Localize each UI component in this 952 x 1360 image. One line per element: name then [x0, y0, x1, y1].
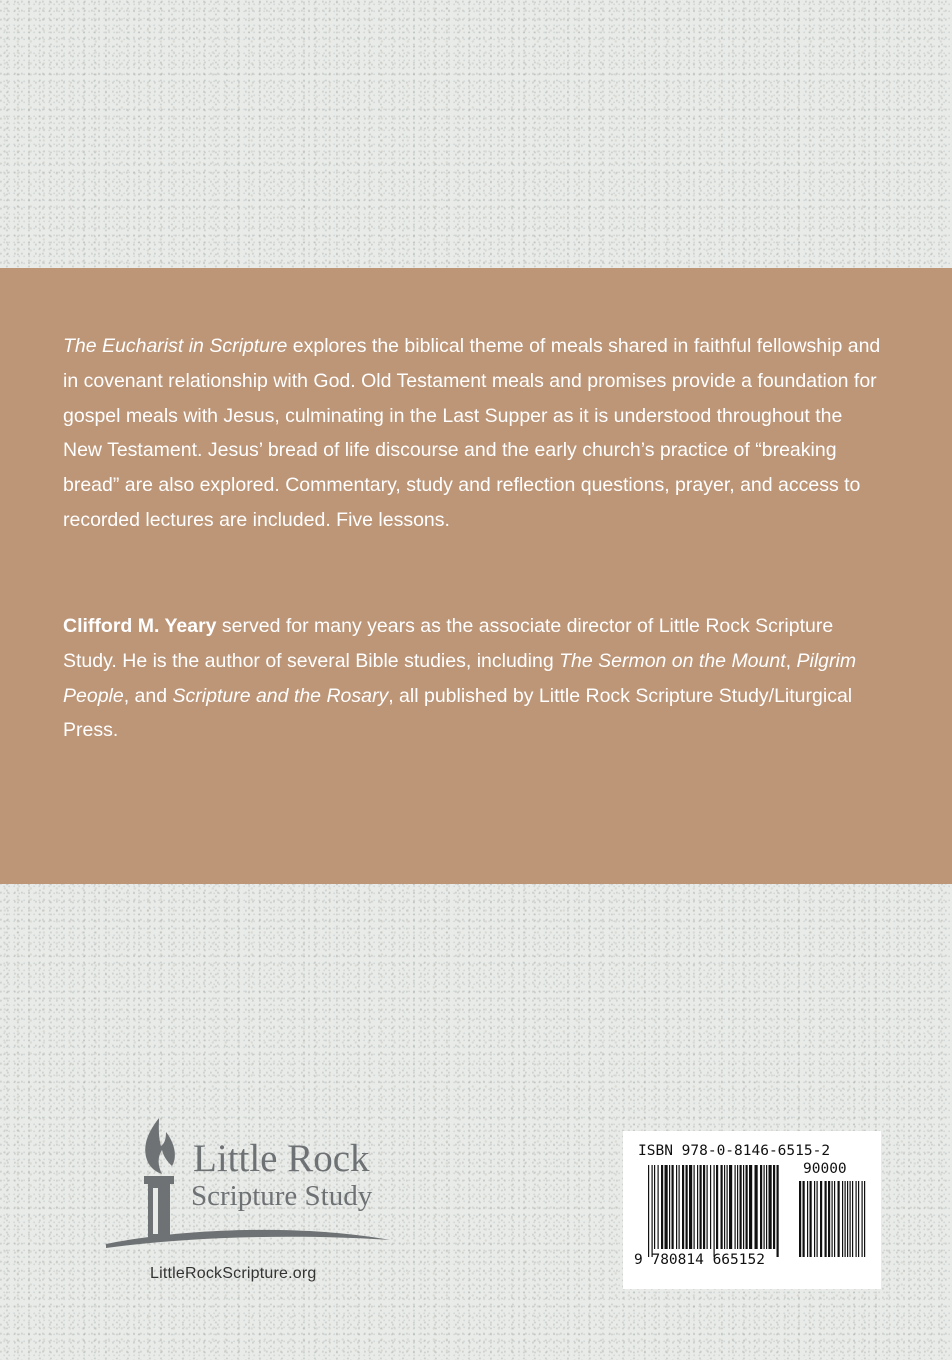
- barcode-bar: [652, 1165, 653, 1257]
- bio-work-title: Pilgrim People: [63, 649, 857, 707]
- barcode-bar: [694, 1165, 695, 1249]
- barcode-bar: [773, 1165, 775, 1249]
- barcode-bar: [807, 1181, 808, 1257]
- barcode-bar: [755, 1165, 758, 1249]
- bio-text: served for many years as the associate director of Little Rock Scripture Study. He is the author of several Bible studies, including: [63, 615, 834, 672]
- book-description: [63, 329, 883, 538]
- bio-separator: , and: [123, 684, 173, 707]
- barcode-bar: [814, 1181, 815, 1257]
- barcode-bar: [710, 1165, 711, 1249]
- barcode-bar: [777, 1165, 779, 1257]
- barcode-bar: [810, 1181, 812, 1257]
- barcode-bar: [820, 1181, 822, 1257]
- barcode-bar: [862, 1181, 863, 1257]
- barcode-bar: [661, 1165, 663, 1249]
- author-bio: [63, 609, 883, 748]
- barcode-bar: [817, 1181, 818, 1257]
- barcode-bar: [700, 1165, 702, 1249]
- barcode-bar: [852, 1181, 853, 1257]
- barcode-bar: [737, 1165, 738, 1249]
- bio-work-title: The Sermon on the Mount: [559, 649, 786, 672]
- barcode-bar: [799, 1181, 801, 1257]
- website-url: LittleRockScripture.org: [150, 1265, 317, 1282]
- description-text: explores the biblical theme of meals shared in faithful fellowship and in covenant relationship with God. Old Testament meals and promises provide a foundation for gospel meals with Jesus, culminating in the Last Supper as it is understood throughout the New Testament. Jesus’ bread of life discourse and the early church’s practice of “breaking bread” are also explored. Commentary, study and reflection questions, prayer, and access to recorded lectures are included. Five lessons.: [63, 335, 881, 531]
- barcode-bar: [764, 1165, 765, 1249]
- barcode-bar: [746, 1165, 748, 1249]
- barcode-bar: [749, 1165, 752, 1249]
- barcode-bar: [803, 1181, 805, 1257]
- barcode-bar: [669, 1165, 670, 1249]
- barcode-bar: [838, 1181, 840, 1257]
- barcode-bar: [703, 1165, 705, 1249]
- barcode-bar: [850, 1181, 851, 1257]
- isbn-label: ISBN 978-0-8146-6515-2: [638, 1143, 831, 1159]
- barcode-bar: [707, 1165, 708, 1249]
- barcode-bar: [856, 1181, 857, 1257]
- barcode-bar: [654, 1165, 655, 1249]
- barcode-bar: [858, 1181, 859, 1257]
- barcode-bar: [769, 1165, 772, 1249]
- barcode-digits: 9 780814 665152: [634, 1252, 765, 1268]
- logo-line-2: Scripture Study: [191, 1180, 373, 1212]
- barcode-bar: [729, 1165, 732, 1249]
- barcode-bar: [686, 1165, 688, 1249]
- barcode-bar: [682, 1165, 684, 1249]
- barcode-bar: [743, 1165, 744, 1249]
- barcode-bar: [721, 1165, 723, 1249]
- barcode-bar: [724, 1165, 725, 1249]
- barcode-bar: [665, 1165, 668, 1249]
- barcode-bar: [679, 1165, 680, 1249]
- barcode-bar: [676, 1165, 677, 1249]
- barcode-bar: [727, 1165, 728, 1249]
- barcode-bar: [735, 1165, 736, 1249]
- barcode-bar: [845, 1181, 846, 1257]
- barcode-bar: [648, 1165, 649, 1257]
- barcode-bar: [847, 1181, 848, 1257]
- barcode-bar: [740, 1165, 742, 1249]
- barcode-bar: [760, 1165, 762, 1249]
- isbn-barcode: [623, 1131, 881, 1289]
- author-name: Clifford M. Yeary: [63, 615, 217, 637]
- barcode-bar: [842, 1181, 843, 1257]
- barcode-bar: [689, 1165, 692, 1249]
- barcode-bar: [825, 1181, 827, 1257]
- barcode-bar: [864, 1181, 865, 1257]
- book-title: The Eucharist in Scripture: [63, 335, 288, 357]
- barcode-bar: [658, 1165, 659, 1249]
- price-addon-label: 90000: [803, 1161, 847, 1177]
- publisher-logo: [104, 1112, 404, 1262]
- barcode-bar: [697, 1165, 698, 1249]
- bio-work-title: Scripture and the Rosary: [172, 684, 389, 707]
- barcode-bar: [828, 1181, 830, 1257]
- barcode-bar: [716, 1165, 718, 1249]
- bio-separator: ,: [785, 649, 797, 672]
- bio-text: , all published by Little Rock Scripture Study/Liturgical Press.: [63, 684, 853, 742]
- logo-line-1: Little Rock: [193, 1137, 370, 1180]
- barcode-bar: [832, 1181, 833, 1257]
- barcode-bar: [714, 1165, 715, 1257]
- barcode-bar: [766, 1165, 767, 1249]
- barcode-bar: [834, 1181, 835, 1257]
- barcode-bar: [672, 1165, 674, 1249]
